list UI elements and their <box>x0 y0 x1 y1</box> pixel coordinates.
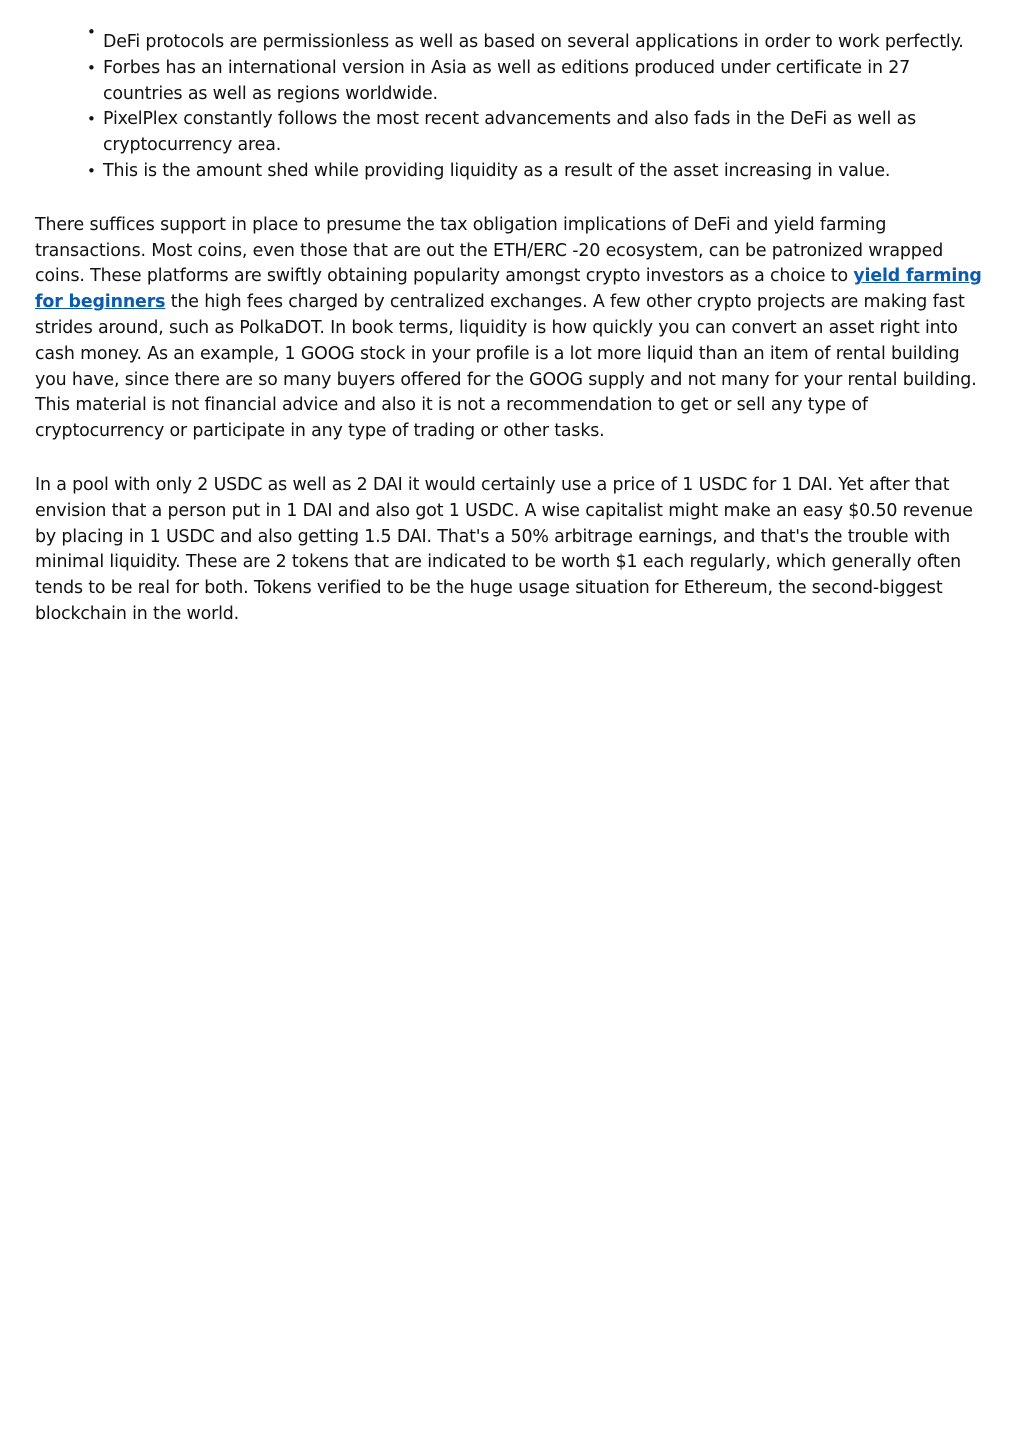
list-item: • DeFi protocols are permissionless as well as based on several applications in order to work perfectly. <box>103 30 990 56</box>
article-body <box>35 30 990 628</box>
bullet-list <box>35 30 990 185</box>
paragraph-tax-liquidity <box>35 213 990 445</box>
paragraph-text: There suffices support in place to presume the tax obligation implications of DeFi and yield farming transactions. Most coins, even those that are out the ETH/ERC -20 ecosystem, can be patronized wrapped coins. These platforms are swiftly obtaining popularity amongst crypto investors as a choice to <box>35 214 944 287</box>
list-item: • PixelPlex constantly follows the most recent advancements and also fads in the DeFi as well as cryptocurrency area. <box>103 107 990 159</box>
paragraph-pool-example: In a pool with only 2 USDC as well as 2 DAI it would certainly use a price of 1 USDC for 1 DAI. Yet after that envision that a person put in 1 DAI and also got 1 USDC. A wise capitalist might make an easy $0.50 revenue by placing in 1 USDC and also getting 1.5 DAI. That's a 50% arbitrage earnings, and that's the trouble with minimal liquidity. These are 2 tokens that are indicated to be worth $1 each regularly, which generally often tends to be real for both. Tokens verified to be the huge usage situation for Ethereum, the second-biggest blockchain in the world. <box>35 474 973 624</box>
paragraph-text: the high fees charged by centralized exchanges. A few other crypto projects are making fast strides around, such as PolkaDOT. In book terms, liquidity is how quickly you can convert an asset right into cash money. As an example, 1 GOOG stock in your profile is a lot more liquid than an item of rental building you have, since there are so many buyers offered for the GOOG supply and not many for your rental building. This material is not financial advice and also it is not a recommendation to get or sell any type of cryptocurrency or participate in any type of trading or other tasks. <box>35 292 977 442</box>
list-item: • Forbes has an international version in Asia as well as editions produced under certificate in 27 countries as well as regions worldwide. <box>103 56 990 108</box>
yield-farming-link[interactable]: yield farming for beginners <box>35 266 982 313</box>
list-item: • This is the amount shed while providing liquidity as a result of the asset increasing in value. <box>103 159 990 185</box>
